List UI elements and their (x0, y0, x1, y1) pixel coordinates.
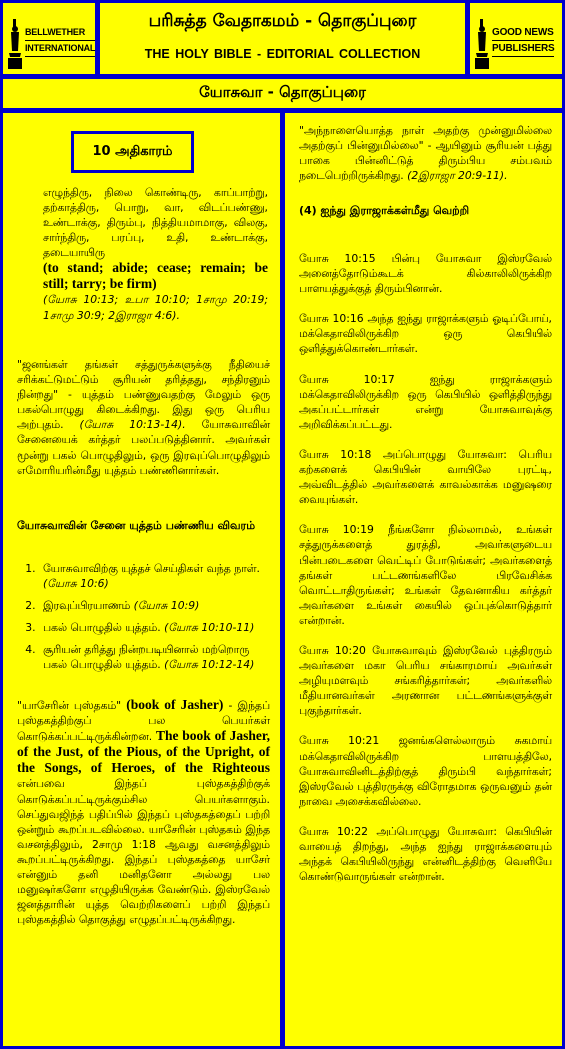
bellwether-logo (3, 13, 96, 73)
header-right-logo-box (467, 0, 565, 77)
battle-section-heading: யோசுவாவின் சேனை யுத்தம் பண்ணிய விவரம் (17, 519, 256, 532)
good-news-line2: PUBLISHERS (492, 41, 554, 57)
statue-icon (7, 17, 23, 71)
title-tamil: பரிசுத்த வேதாகமம் - தொகுப்புரை (148, 11, 417, 31)
verse-item: யோசு 10:17 ஐந்து ராஜாக்களும் மக்கெதாவிலிருக்கிற ஒரு கெபியில் ஒளித்திருந்து அகப்பட்டார்கள் என்று யோசுவாவுக்கு அறிவிக்கப்பட்டது. (299, 372, 553, 431)
left-column (0, 110, 283, 1049)
intro-quote: "அந்நாளையொத்த நாள் அதற்கு முன்னுமில்லை அதற்குப் பின்னுமில்லை" - ஆயினும் சூரியன் பத்து பாகை பின்னிட்டுத் திரும்பிய சம்பவம் நடைபெற்றிருக்கிறது. (2இராஜா 20:9-11). (299, 124, 552, 183)
good-news-logo (470, 13, 560, 73)
jasher-english-names: The book of Jasher, of the Just, of the Pious, of the Upright, of the Songs, of Heroes, of the Righteous (17, 728, 270, 776)
verse-list (299, 251, 552, 884)
jasher-title-tamil: "யாசேரின் புஸ்தகம்" (17, 699, 122, 712)
bellwether-line2: INTERNATIONAL (25, 41, 95, 57)
header-title-box (97, 0, 468, 77)
five-kings-heading: (4) ஐந்து இராஜாக்கள்மீது வெற்றி (299, 204, 470, 218)
jasher-paragraph (17, 697, 270, 927)
jasher-text1: - இந்தப் புஸ்தகத்திற்குப் பல பெயர்கள் கொடுக்கப்பட்டிருக்கின்றன. (17, 699, 270, 744)
right-column (282, 110, 565, 1049)
jasher-text2: என்பவை இந்தப் புஸ்தகத்திற்குக் கொடுக்கப்பட்டிருக்கும்சில பெயர்களாகும். செப்துவஜிந்த் பதிப்பில் இந்தப் புஸ்தகத்தைப் பற்றி ஒன்றும் கூறப்படவில்லை. யாசேரின் புஸ்தகம் இந்த வசனத்திலும், 2சாமு 1:18 ஆவது வசனத்திலும் கூறப்பட்டிருக்கிறது. இந்தப் புஸ்தகத்தை யாசேர் என்னும் தனி மனிதனோ அல்லது பல மனுஷர்களோ எழுதியிருக்க வேண்டும். இஸ்ரவேல் ஜனத்தாரின் யுத்த வெற்றிகளைப் பற்றி இந்தப் புஸ்தகத்தில் தொகுத்து எழுதப்பட்டிருக்கிறது. (17, 777, 270, 927)
list-item: 1. யோசுவாவிற்கு யுத்தச் செய்திகள் வந்த நாள். (யோசு 10:6) (39, 561, 270, 591)
list-item: 4. சூரியன் தரித்து நின்றபடியினால் மற்றொரு பகல் பொழுதில் யுத்தம். (யோசு 10:12-14) (39, 642, 270, 672)
miracle-paragraph (17, 357, 270, 478)
word-meanings-refs: (யோசு 10:13; உபா 10:10; 1சாமு 20:19; 1சாமு 30:9; 2இராஜா 4:6). (43, 293, 268, 322)
subheader-box (0, 76, 565, 111)
word-meanings-english: (to stand; abide; cease; remain; be still; tarry; be firm) (43, 260, 268, 292)
battle-events-list (17, 561, 270, 673)
list-item: 3. பகல் பொழுதில் யுத்தம். (யோசு 10:10-11) (39, 620, 270, 635)
verse-item: யோசு 10:21 ஜனங்களெல்லாரும் சுகமாய் மக்கெதாவிலிருக்கிற பாளயத்திலே, யோசுவாவினிடத்திற்குத் திரும்பி வந்தார்கள்; இஸ்ரவேல் புத்திரருக்கு விரோதமாக ஒருவனும் தன் நாவை அசைக்கவில்லை. (299, 734, 552, 808)
verse-item: யோசு 10:20 யோசுவாவும் இஸ்ரவேல் புத்திரரும் அவர்களை மகா பெரிய சங்காரமாய் அவர்கள் அழியுமளவும் சங்கரித்தார்கள்; அவர்களில் மீதியானவர்கள் அரணான பட்டணங்களுக்குள் புகுந்தார்கள். (299, 643, 553, 718)
miracle-ref: (யோசு 10:13-14). (79, 418, 186, 432)
verse-item: யோசு 10:22 அப்பொழுது யோசுவா: கெபியின் வாயைத் திறந்து, அந்த ஐந்து ராஜாக்களையும் அந்தக் கெபியிலிருந்து என்னிடத்திற்கு வெளியே கொண்டுவாருங்கள் என்றான். (299, 824, 553, 884)
miracle-text: "ஜனங்கள் தங்கள் சத்துருக்களுக்கு நீதியைச் சரிக்கட்டுமட்டும் சூரியன் தரித்தது, சந்திரனும் நின்றது" - யுத்தம் பண்ணுவதற்கு மேலும் ஒரு பகல்பொழுது கிடைக்கிறது. இது ஒரு பெரிய அற்புதம். (17, 358, 270, 432)
intro-ref: (2இராஜா 20:9-11). (407, 169, 508, 183)
verse-item: யோசு 10:18 அப்பொழுது யோசுவா: பெரிய கற்களைக் கெபியின் வாயிலே புரட்டி, அவ்விடத்தில் அவர்களைக் காவல்காக்க மனுஷரை வையுங்கள். (299, 447, 553, 507)
jasher-title-english: (book of Jasher) (126, 697, 224, 712)
statue-icon (474, 17, 490, 71)
subheader-title: யோசுவா - தொகுப்புரை (199, 83, 366, 101)
list-item: 2. இரவுப்பிரயாணம் (யோசு 10:9) (39, 598, 270, 613)
word-meanings-tamil: எழுந்திரு, நிலை கொண்டிரு, காப்பாற்று, தற்காத்திரு, பொறு, வா, விடப்பண்ணு, உண்டாக்கு, திரும்பு, நித்தியமாமாகு, விலகு, சார்ந்திரு, பரப்பு, உதி, உண்டாக்கு, தடையாயிரு (43, 186, 268, 260)
good-news-line1: GOOD NEWS (492, 25, 554, 41)
header-left-logo-box (0, 0, 98, 77)
miracle-rest: யோசுவாவின் சேனையைக் கர்த்தர் பலப்படுத்தினார். அவர்கள் மூன்று பகல் பொழுதிலும், ஒரு இரவுப்பொழுதிலும் எமோரியரின்மீது யுத்தம் பண்ணினார்கள். (17, 418, 270, 477)
title-english: THE HOLY BIBLE - EDITORIAL COLLECTION (144, 47, 421, 61)
bellwether-line1: BELLWETHER (25, 25, 95, 41)
verse-item: யோசு 10:16 அந்த ஐந்து ராஜாக்களும் ஓடிப்போய், மக்கெதாவிலிருக்கிற ஒரு கெபியில் ஒளித்துக்கொண்டார்கள். (299, 312, 552, 356)
verse-item: யோசு 10:19 நீங்களோ நில்லாமல், உங்கள் சத்துருக்களைத் துரத்தி, அவர்களுடைய பின்படைகளை வெட்டிப் போடுங்கள்; அவர்களைத் தங்கள் பட்டணங்களிலே பிரவேசிக்க வொட்டாதிருங்கள்; உங்கள் தேவனாகிய கர்த்தர் அவர்களை உங்கள் கையில் ஒப்புக்கொடுத்தார் என்றான். (299, 523, 553, 627)
chapter-box: 10 அதிகாரம் (71, 131, 194, 173)
verse-item: யோசு 10:15 பின்பு யோசுவா இஸ்ரவேல் அனைத்தோடும்கூடக் கில்காலிலிருக்கிற பாளயத்துக்குத் திரும்பினான். (299, 252, 553, 296)
